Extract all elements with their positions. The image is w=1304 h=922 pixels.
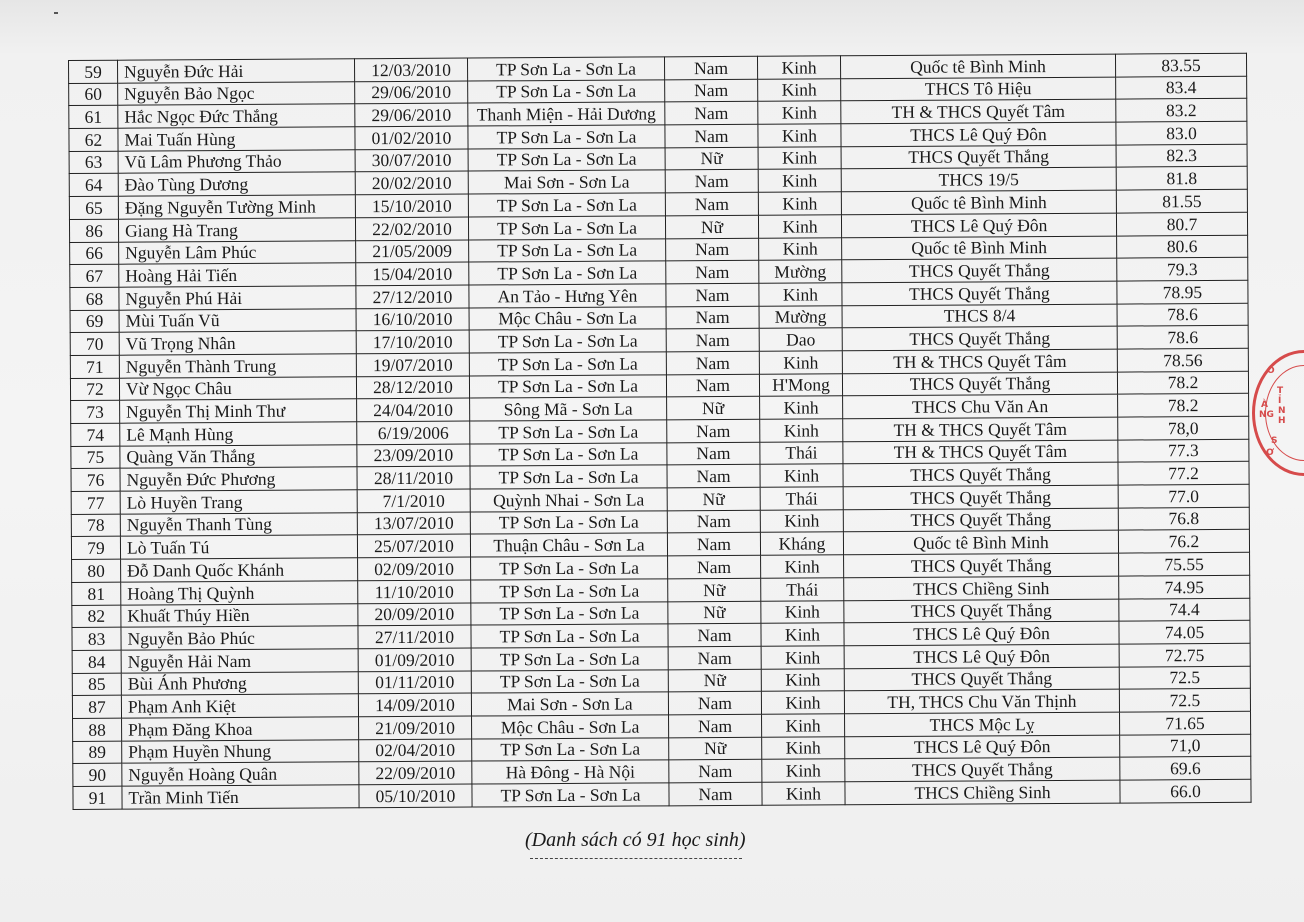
student-name-cell: Vừ Ngọc Châu — [119, 376, 356, 400]
gender-cell: Nam — [666, 283, 759, 306]
school-name-cell: TH, THCS Chu Văn Thịnh — [844, 689, 1119, 713]
ethnicity-cell: Kinh — [761, 668, 844, 691]
gender-cell: Nam — [667, 510, 760, 533]
student-name-cell: Đỗ Danh Quốc Khánh — [121, 558, 358, 582]
row-number-cell: 61 — [69, 106, 118, 129]
row-number-cell: 70 — [70, 332, 119, 355]
birth-place-cell: TP Sơn La - Sơn La — [468, 80, 665, 104]
birth-place-cell: TP Sơn La - Sơn La — [468, 193, 665, 217]
row-number-cell: 78 — [71, 514, 120, 537]
row-number-cell: 87 — [72, 695, 121, 718]
ethnicity-cell: Kinh — [758, 215, 841, 238]
school-name-cell: Quốc tê Bình Minh — [843, 531, 1118, 555]
ethnicity-cell: Kinh — [761, 691, 844, 714]
row-number-cell: 67 — [70, 264, 119, 287]
school-name-cell: THCS Lê Quý Đôn — [845, 735, 1120, 759]
row-number-cell: 90 — [73, 763, 122, 786]
birth-place-cell: Mộc Châu - Sơn La — [469, 306, 666, 330]
ethnicity-cell: Kinh — [762, 782, 845, 805]
score-cell: 66.0 — [1120, 779, 1251, 802]
ethnicity-cell: Thái — [760, 487, 843, 510]
footer-divider — [530, 858, 742, 859]
birth-place-cell: TP Sơn La - Sơn La — [470, 465, 667, 489]
birth-place-cell: Quỳnh Nhai - Sơn La — [470, 488, 667, 512]
birth-date-cell: 27/12/2010 — [356, 285, 469, 308]
birth-date-cell: 13/07/2010 — [357, 512, 470, 535]
birth-date-cell: 12/03/2010 — [354, 58, 467, 81]
list-count-note: (Danh sách có 91 học sinh) — [525, 829, 746, 851]
score-cell: 81.55 — [1116, 189, 1247, 212]
school-name-cell: THCS Mộc Lỵ — [845, 712, 1120, 736]
score-cell: 78.6 — [1117, 303, 1248, 326]
student-name-cell: Đặng Nguyễn Tường Minh — [118, 195, 355, 219]
student-name-cell: Nguyễn Thành Trung — [119, 354, 356, 378]
gender-cell: Nam — [667, 533, 760, 556]
ethnicity-cell: Kinh — [758, 124, 841, 147]
score-cell: 77.0 — [1118, 484, 1249, 507]
birth-place-cell: Thanh Miện - Hải Dương — [468, 102, 665, 126]
gender-cell: Nam — [669, 714, 762, 737]
row-number-cell: 69 — [70, 310, 119, 333]
score-cell: 81.8 — [1116, 167, 1247, 190]
school-name-cell: Quốc tê Bình Minh — [841, 190, 1116, 214]
gender-cell: Nam — [665, 79, 758, 102]
student-name-cell: Phạm Anh Kiệt — [121, 694, 358, 718]
seal-letter: O — [1267, 366, 1275, 376]
row-number-cell: 71 — [70, 355, 119, 378]
school-name-cell: Quốc tê Bình Minh — [842, 236, 1117, 260]
score-cell: 78.56 — [1117, 348, 1248, 371]
school-name-cell: TH & THCS Quyết Tâm — [841, 99, 1116, 123]
gender-cell: Nam — [665, 124, 758, 147]
row-number-cell: 63 — [69, 151, 118, 174]
birth-date-cell: 02/04/2010 — [359, 739, 472, 762]
student-name-cell: Mai Tuấn Hùng — [118, 127, 355, 151]
birth-date-cell: 25/07/2010 — [357, 534, 470, 557]
official-seal-stamp — [1252, 350, 1304, 476]
ethnicity-cell: Kinh — [761, 555, 844, 578]
school-name-cell: THCS Quyết Thắng — [845, 757, 1120, 781]
row-number-cell: 73 — [71, 401, 120, 424]
birth-place-cell: TP Sơn La - Sơn La — [470, 443, 667, 467]
birth-date-cell: 20/09/2010 — [358, 603, 471, 626]
score-cell: 78.2 — [1118, 394, 1249, 417]
gender-cell: Nam — [665, 170, 758, 193]
score-cell: 72.5 — [1119, 666, 1250, 689]
ethnicity-cell: Kinh — [762, 736, 845, 759]
row-number-cell: 75 — [71, 446, 120, 469]
ethnicity-cell: Kinh — [762, 759, 845, 782]
row-number-cell: 81 — [72, 582, 121, 605]
birth-place-cell: TP Sơn La - Sơn La — [469, 329, 666, 353]
birth-place-cell: Thuận Châu - Sơn La — [470, 533, 667, 557]
ethnicity-cell: Kinh — [760, 419, 843, 442]
score-cell: 71,0 — [1120, 734, 1251, 757]
row-number-cell: 68 — [70, 287, 119, 310]
score-cell: 83.55 — [1115, 53, 1246, 76]
score-cell: 77.2 — [1118, 462, 1249, 485]
row-number-cell: 74 — [71, 423, 120, 446]
school-name-cell: THCS Quyết Thắng — [843, 508, 1118, 532]
score-cell: 83.2 — [1116, 99, 1247, 122]
school-name-cell: THCS 19/5 — [841, 168, 1116, 192]
row-number-cell: 86 — [69, 219, 118, 242]
ethnicity-cell: Kinh — [761, 646, 844, 669]
birth-date-cell: 19/07/2010 — [356, 353, 469, 376]
score-cell: 76.2 — [1118, 530, 1249, 553]
row-number-cell: 88 — [73, 718, 122, 741]
gender-cell: Nam — [666, 374, 759, 397]
gender-cell: Nam — [668, 623, 761, 646]
score-cell: 76.8 — [1118, 507, 1249, 530]
ethnicity-cell: Mường — [759, 260, 842, 283]
school-name-cell: THCS Quyết Thắng — [843, 485, 1118, 509]
birth-place-cell: TP Sơn La - Sơn La — [470, 511, 667, 535]
row-number-cell: 82 — [72, 605, 121, 628]
birth-place-cell: TP Sơn La - Sơn La — [468, 216, 665, 240]
seal-letter: NG — [1259, 410, 1274, 420]
row-number-cell: 79 — [71, 537, 120, 560]
birth-place-cell: Mộc Châu - Sơn La — [472, 715, 669, 739]
score-cell: 72.75 — [1119, 643, 1250, 666]
ethnicity-cell: Kinh — [758, 169, 841, 192]
student-name-cell: Vũ Lâm Phương Thảo — [118, 149, 355, 173]
student-name-cell: Nguyễn Thanh Tùng — [120, 512, 357, 536]
birth-place-cell: TP Sơn La - Sơn La — [469, 261, 666, 285]
birth-date-cell: 22/02/2010 — [355, 217, 468, 240]
student-name-cell: Nguyễn Thị Minh Thư — [120, 399, 357, 423]
student-name-cell: Phạm Huyền Nhung — [122, 739, 359, 763]
gender-cell: Nam — [667, 465, 760, 488]
gender-cell: Nam — [668, 555, 761, 578]
birth-date-cell: 30/07/2010 — [355, 149, 468, 172]
birth-place-cell: TP Sơn La - Sơn La — [472, 783, 669, 807]
birth-place-cell: TP Sơn La - Sơn La — [469, 374, 666, 398]
gender-cell: Nam — [667, 419, 760, 442]
school-name-cell: Quốc tê Bình Minh — [840, 54, 1115, 78]
student-name-cell: Nguyễn Đức Hải — [118, 59, 355, 83]
student-name-cell: Nguyễn Hải Nam — [121, 649, 358, 673]
score-cell: 83.4 — [1116, 76, 1247, 99]
birth-date-cell: 15/10/2010 — [355, 194, 468, 217]
birth-place-cell: TP Sơn La - Sơn La — [468, 148, 665, 172]
ethnicity-cell: Kinh — [758, 192, 841, 215]
student-name-cell: Lò Tuấn Tú — [120, 535, 357, 559]
birth-date-cell: 14/09/2010 — [358, 693, 471, 716]
score-cell: 80.6 — [1117, 235, 1248, 258]
score-cell: 78.6 — [1117, 326, 1248, 349]
gender-cell: Nam — [666, 306, 759, 329]
ethnicity-cell: Kinh — [761, 600, 844, 623]
student-name-cell: Nguyễn Đức Phương — [120, 467, 357, 491]
seal-letter: S — [1271, 436, 1278, 446]
student-name-cell: Hoàng Thị Quỳnh — [121, 581, 358, 605]
gender-cell: Nam — [669, 782, 762, 805]
school-name-cell: THCS Quyết Thắng — [842, 258, 1117, 282]
seal-letter: Ơ — [1266, 448, 1274, 458]
birth-date-cell: 21/05/2009 — [356, 240, 469, 263]
school-name-cell: THCS Tô Hiệu — [841, 77, 1116, 101]
gender-cell: Nữ — [669, 737, 762, 760]
gender-cell: Nam — [666, 238, 759, 261]
birth-date-cell: 7/1/2010 — [357, 489, 470, 512]
school-name-cell: THCS Quyết Thắng — [842, 281, 1117, 305]
school-name-cell: THCS Chiềng Sinh — [844, 576, 1119, 600]
birth-place-cell: TP Sơn La - Sơn La — [469, 238, 666, 262]
row-number-cell: 64 — [69, 174, 118, 197]
birth-place-cell: TP Sơn La - Sơn La — [468, 125, 665, 149]
score-cell: 77.3 — [1118, 439, 1249, 462]
gender-cell: Nữ — [665, 215, 758, 238]
gender-cell: Nữ — [668, 601, 761, 624]
student-list-body — [69, 53, 1252, 809]
school-name-cell: THCS Quyết Thắng — [844, 667, 1119, 691]
birth-date-cell: 01/09/2010 — [358, 648, 471, 671]
ethnicity-cell: Kinh — [759, 237, 842, 260]
score-cell: 78.2 — [1117, 371, 1248, 394]
school-name-cell: THCS 8/4 — [842, 304, 1117, 328]
student-name-cell: Khuất Thúy Hiền — [121, 603, 358, 627]
gender-cell: Nam — [666, 351, 759, 374]
student-name-cell: Nguyễn Bảo Phúc — [121, 626, 358, 650]
row-number-cell: 89 — [73, 741, 122, 764]
ethnicity-cell: H'Mong — [759, 373, 842, 396]
birth-place-cell: TP Sơn La - Sơn La — [467, 57, 664, 81]
school-name-cell: THCS Lê Quý Đôn — [844, 644, 1119, 668]
gender-cell: Nữ — [667, 397, 760, 420]
student-name-cell: Đào Tùng Dương — [118, 172, 355, 196]
birth-date-cell: 6/19/2006 — [357, 421, 470, 444]
gender-cell: Nữ — [668, 669, 761, 692]
score-cell: 78,0 — [1118, 416, 1249, 439]
school-name-cell: THCS Quyết Thắng — [841, 145, 1116, 169]
student-name-cell: Trần Minh Tiến — [122, 785, 359, 809]
ethnicity-cell: Kháng — [760, 532, 843, 555]
seal-letter: T — [1277, 386, 1284, 396]
school-name-cell: THCS Lê Quý Đôn — [844, 621, 1119, 645]
ethnicity-cell: Kinh — [758, 101, 841, 124]
birth-date-cell: 24/04/2010 — [357, 398, 470, 421]
birth-place-cell: TP Sơn La - Sơn La — [471, 647, 668, 671]
birth-date-cell: 23/09/2010 — [357, 444, 470, 467]
student-name-cell: Nguyễn Bảo Ngọc — [118, 81, 355, 105]
gender-cell: Nam — [666, 329, 759, 352]
student-name-cell: Lê Mạnh Hùng — [120, 422, 357, 446]
gender-cell: Nam — [666, 260, 759, 283]
ethnicity-cell: Kinh — [758, 147, 841, 170]
birth-date-cell: 27/11/2010 — [358, 625, 471, 648]
school-name-cell: THCS Chiềng Sinh — [845, 780, 1120, 804]
score-cell: 71.65 — [1120, 711, 1251, 734]
score-cell: 78.95 — [1117, 280, 1248, 303]
seal-letter: À — [1261, 400, 1268, 410]
gender-cell: Nam — [667, 442, 760, 465]
gender-cell: Nam — [665, 192, 758, 215]
student-name-cell: Quàng Văn Thắng — [120, 444, 357, 468]
birth-date-cell: 15/04/2010 — [356, 262, 469, 285]
birth-place-cell: TP Sơn La - Sơn La — [470, 420, 667, 444]
birth-date-cell: 01/02/2010 — [355, 126, 468, 149]
student-name-cell: Nguyễn Phú Hải — [119, 286, 356, 310]
school-name-cell: THCS Quyết Thắng — [844, 599, 1119, 623]
birth-place-cell: TP Sơn La - Sơn La — [471, 579, 668, 603]
score-cell: 74.4 — [1119, 598, 1250, 621]
gender-cell: Nữ — [667, 487, 760, 510]
birth-date-cell: 02/09/2010 — [358, 557, 471, 580]
row-number-cell: 62 — [69, 128, 118, 151]
row-number-cell: 60 — [69, 83, 118, 106]
ethnicity-cell: Kinh — [758, 78, 841, 101]
birth-place-cell: Sông Mã - Sơn La — [470, 397, 667, 421]
birth-date-cell: 16/10/2010 — [356, 308, 469, 331]
score-cell: 72.5 — [1119, 689, 1250, 712]
ethnicity-cell: Kinh — [760, 396, 843, 419]
birth-place-cell: Hà Đông - Hà Nội — [472, 760, 669, 784]
birth-date-cell: 11/10/2010 — [358, 580, 471, 603]
ethnicity-cell: Kinh — [762, 714, 845, 737]
birth-place-cell: TP Sơn La - Sơn La — [471, 669, 668, 693]
row-number-cell: 66 — [70, 242, 119, 265]
gender-cell: Nữ — [665, 147, 758, 170]
scan-mark — [54, 12, 58, 14]
ethnicity-cell: Mường — [759, 305, 842, 328]
seal-letter: N — [1278, 406, 1286, 416]
student-name-cell: Nguyễn Lâm Phúc — [119, 240, 356, 264]
ethnicity-cell: Thái — [760, 441, 843, 464]
row-number-cell: 77 — [71, 491, 120, 514]
ethnicity-cell: Kinh — [760, 464, 843, 487]
seal-letter: H — [1278, 416, 1286, 426]
ethnicity-cell: Kinh — [757, 56, 840, 79]
ethnicity-cell: Kinh — [759, 283, 842, 306]
school-name-cell: TH & THCS Quyết Tâm — [843, 417, 1118, 441]
birth-place-cell: TP Sơn La - Sơn La — [472, 737, 669, 761]
birth-date-cell: 29/06/2010 — [355, 103, 468, 126]
row-number-cell: 91 — [73, 786, 122, 809]
ethnicity-cell: Kinh — [759, 351, 842, 374]
birth-date-cell: 28/12/2010 — [356, 376, 469, 399]
school-name-cell: TH & THCS Quyết Tâm — [842, 349, 1117, 373]
school-name-cell: THCS Quyết Thắng — [843, 462, 1118, 486]
student-name-cell: Phạm Đăng Khoa — [122, 717, 359, 741]
birth-place-cell: An Tảo - Hưng Yên — [469, 284, 666, 308]
gender-cell: Nam — [669, 760, 762, 783]
school-name-cell: THCS Quyết Thắng — [842, 326, 1117, 350]
row-number-cell: 84 — [72, 650, 121, 673]
student-name-cell: Hoàng Hải Tiến — [119, 263, 356, 287]
student-name-cell: Giang Hà Trang — [118, 218, 355, 242]
gender-cell: Nam — [668, 692, 761, 715]
birth-date-cell: 29/06/2010 — [355, 81, 468, 104]
ethnicity-cell: Kinh — [761, 623, 844, 646]
student-name-cell: Hắc Ngọc Đức Thắng — [118, 104, 355, 128]
school-name-cell: THCS Quyết Thắng — [844, 553, 1119, 577]
birth-place-cell: TP Sơn La - Sơn La — [471, 556, 668, 580]
birth-date-cell: 01/11/2010 — [358, 671, 471, 694]
school-name-cell: THCS Lê Quý Đôn — [841, 213, 1116, 237]
score-cell: 80.7 — [1116, 212, 1247, 235]
student-name-cell: Lò Huyền Trang — [120, 490, 357, 514]
birth-place-cell: Mai Sơn - Sơn La — [468, 170, 665, 194]
score-cell: 79.3 — [1117, 257, 1248, 280]
score-cell: 69.6 — [1120, 757, 1251, 780]
birth-date-cell: 22/09/2010 — [359, 761, 472, 784]
school-name-cell: TH & THCS Quyết Tâm — [843, 440, 1118, 464]
student-name-cell: Nguyễn Hoàng Quân — [122, 762, 359, 786]
student-list-table — [68, 53, 1252, 810]
score-cell: 74.95 — [1119, 575, 1250, 598]
school-name-cell: THCS Lê Quý Đôn — [841, 122, 1116, 146]
seal-letter: Ỉ — [1278, 396, 1282, 406]
birth-place-cell: TP Sơn La - Sơn La — [471, 601, 668, 625]
birth-date-cell: 20/02/2010 — [355, 171, 468, 194]
birth-place-cell: TP Sơn La - Sơn La — [469, 352, 666, 376]
gender-cell: Nam — [668, 646, 761, 669]
school-name-cell: THCS Chu Văn An — [843, 394, 1118, 418]
row-number-cell: 65 — [69, 196, 118, 219]
score-cell: 74.05 — [1119, 620, 1250, 643]
gender-cell: Nữ — [668, 578, 761, 601]
row-number-cell: 76 — [71, 469, 120, 492]
birth-place-cell: Mai Sơn - Sơn La — [471, 692, 668, 716]
ethnicity-cell: Thái — [761, 578, 844, 601]
score-cell: 83.0 — [1116, 121, 1247, 144]
row-number-cell: 72 — [70, 378, 119, 401]
gender-cell: Nam — [665, 102, 758, 125]
row-number-cell: 83 — [72, 627, 121, 650]
birth-date-cell: 21/09/2010 — [359, 716, 472, 739]
score-cell: 82.3 — [1116, 144, 1247, 167]
student-name-cell: Bùi Ánh Phương — [121, 671, 358, 695]
school-name-cell: THCS Quyết Thắng — [842, 372, 1117, 396]
birth-date-cell: 28/11/2010 — [357, 466, 470, 489]
ethnicity-cell: Dao — [759, 328, 842, 351]
ethnicity-cell: Kinh — [760, 510, 843, 533]
score-cell: 75.55 — [1119, 552, 1250, 575]
gender-cell: Nam — [664, 56, 757, 79]
student-name-cell: Mùi Tuấn Vũ — [119, 308, 356, 332]
student-name-cell: Vũ Trọng Nhân — [119, 331, 356, 355]
row-number-cell: 59 — [69, 60, 118, 83]
birth-date-cell: 17/10/2010 — [356, 330, 469, 353]
birth-place-cell: TP Sơn La - Sơn La — [471, 624, 668, 648]
birth-date-cell: 05/10/2010 — [359, 784, 472, 807]
row-number-cell: 80 — [72, 559, 121, 582]
row-number-cell: 85 — [72, 673, 121, 696]
